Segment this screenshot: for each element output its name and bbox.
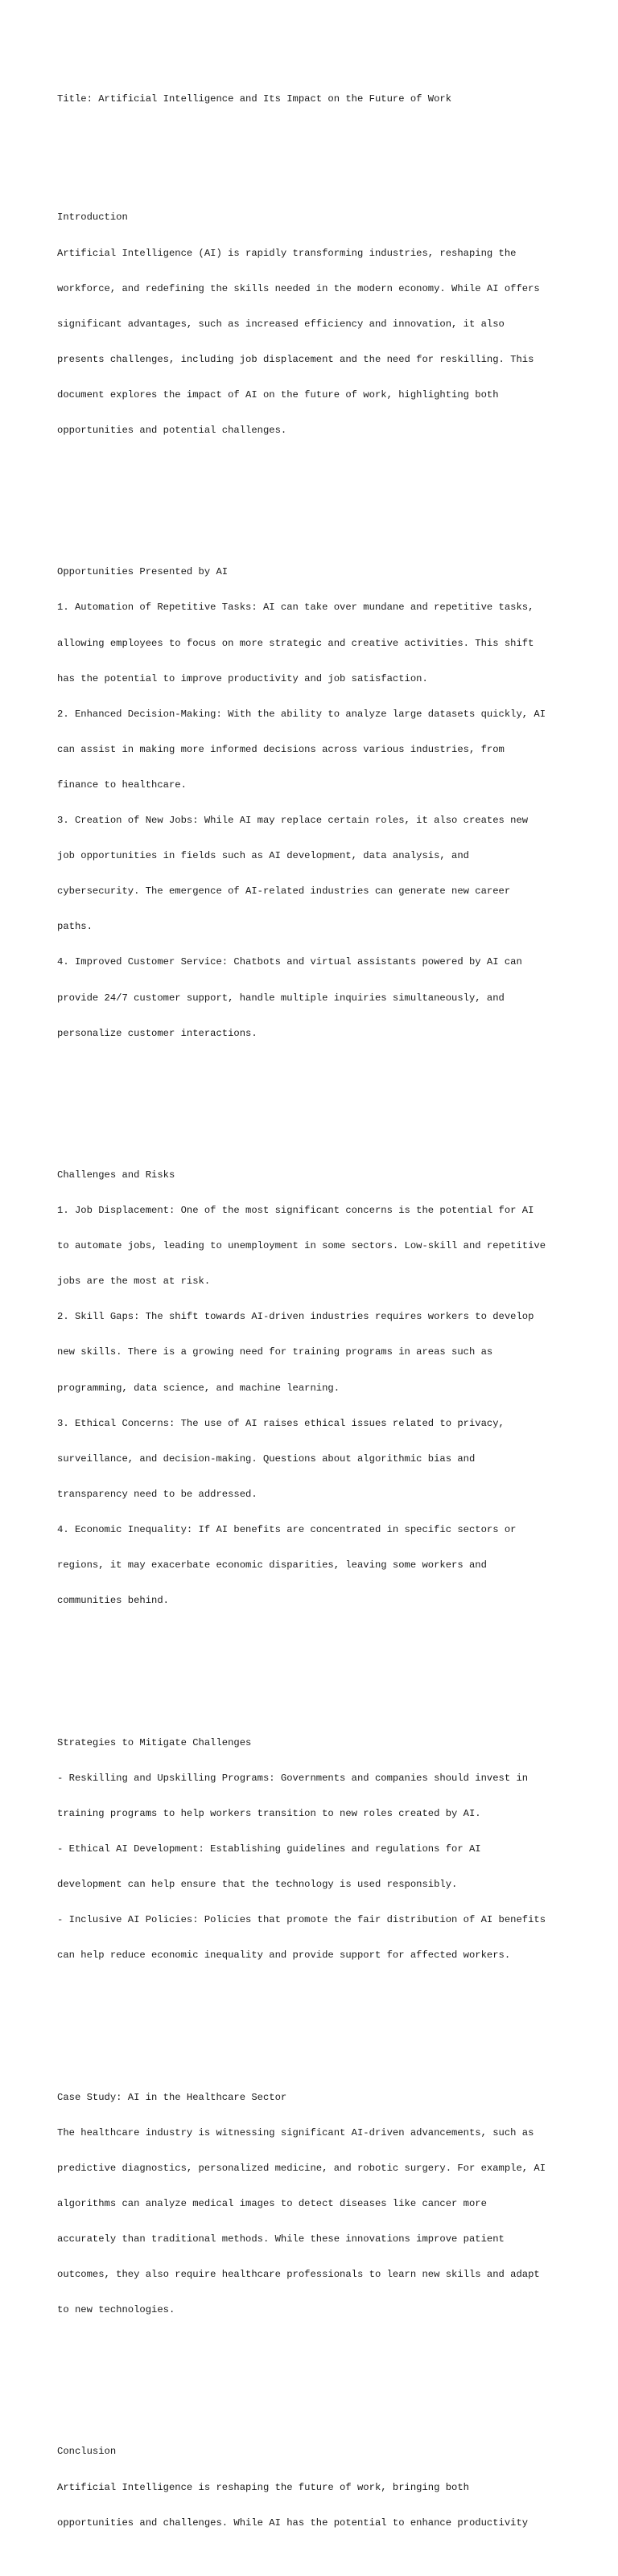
paragraph-line: document explores the impact of AI on the future of work, highlighting both: [57, 388, 499, 401]
section-heading: Strategies to Mitigate Challenges: [57, 1736, 252, 1748]
spacer: [57, 483, 572, 495]
list-item-line: job opportunities in fields such as AI development, data analysis, and: [57, 850, 469, 862]
section-introduction: [57, 188, 572, 460]
paragraph-line: The healthcare industry is witnessing significant AI-driven advancements, such as: [57, 2126, 534, 2138]
list-item-line: 2. Enhanced Decision-Making: With the ability to analyze large datasets quickly, AI: [57, 708, 546, 720]
paragraph-line: Artificial Intelligence is reshaping the future of work, bringing both: [57, 2481, 469, 2493]
list-item-line: personalize customer interactions.: [57, 1027, 258, 1039]
list-item-line: paths.: [57, 921, 93, 933]
section-heading: Opportunities Presented by AI: [57, 566, 229, 578]
list-item-line: cybersecurity. The emergence of AI-related industries can generate new career: [57, 885, 511, 898]
paragraph-line: outcomes, they also require healthcare professionals to learn new skills and adapt: [57, 2268, 540, 2280]
section-conclusion: [57, 2422, 572, 2553]
list-item-line: 4. Improved Customer Service: Chatbots and virtual assistants powered by AI can: [57, 956, 522, 968]
paragraph-line: opportunities and potential challenges.: [57, 424, 287, 436]
spacer: [57, 2364, 572, 2376]
section-heading: Introduction: [57, 212, 128, 224]
list-item-line: provide 24/7 customer support, handle multiple inquiries simultaneously, and: [57, 992, 505, 1004]
section-strategies: [57, 1713, 572, 1985]
list-item-line: 1. Job Displacement: One of the most significant concerns is the potential for AI: [57, 1205, 534, 1217]
section-heading: Case Study: AI in the Healthcare Sector: [57, 2091, 287, 2103]
paragraph-line: significant advantages, such as increased efficiency and innovation, it also: [57, 318, 505, 330]
list-item-line: - Inclusive AI Policies: Policies that promote the fair distribution of AI benefits: [57, 1914, 546, 1925]
list-item-line: transparency need to be addressed.: [57, 1488, 258, 1500]
paragraph-line: presents challenges, including job displacement and the need for reskilling. This: [57, 353, 534, 365]
list-item-line: communities behind.: [57, 1595, 169, 1607]
list-item-line: new skills. There is a growing need for training programs in areas such as: [57, 1346, 493, 1358]
list-item-line: 3. Ethical Concerns: The use of AI raises ethical issues related to privacy,: [57, 1417, 505, 1429]
paragraph-line: algorithms can analyze medical images to detect diseases like cancer more: [57, 2197, 487, 2209]
list-item-line: 3. Creation of New Jobs: While AI may replace certain roles, it also creates new: [57, 815, 529, 827]
spacer: [57, 129, 572, 142]
list-item-line: 1. Automation of Repetitive Tasks: AI can take over mundane and repetitive tasks,: [57, 602, 534, 614]
section-heading: Conclusion: [57, 2446, 117, 2458]
list-item-line: 4. Economic Inequality: If AI benefits are concentrated in specific sectors or: [57, 1523, 517, 1535]
section-opportunities: [57, 543, 572, 1063]
list-item-line: 2. Skill Gaps: The shift towards AI-driven industries requires workers to develop: [57, 1311, 534, 1323]
spacer: [57, 1087, 572, 1099]
list-item-line: jobs are the most at risk.: [57, 1276, 211, 1288]
list-item-line: regions, it may exacerbate economic disparities, leaving some workers and: [57, 1559, 487, 1571]
list-item-line: programming, data science, and machine learning.: [57, 1382, 340, 1394]
list-item-line: can assist in making more informed decisions across various industries, from: [57, 743, 505, 755]
list-item-line: - Ethical AI Development: Establishing guidelines and regulations for AI: [57, 1843, 481, 1855]
section-challenges: [57, 1146, 572, 1631]
paragraph-line: predictive diagnostics, personalized medicine, and robotic surgery. For example, AI: [57, 2162, 546, 2174]
list-item-line: can help reduce economic inequality and provide support for affected workers.: [57, 1949, 511, 1962]
section-heading: Challenges and Risks: [57, 1169, 175, 1181]
paragraph-line: workforce, and redefining the skills needed in the modern economy. While AI offers: [57, 282, 540, 294]
list-item-line: training programs to help workers transition to new roles created by AI.: [57, 1807, 481, 1819]
list-item-line: surveillance, and decision-making. Questions about algorithmic bias and: [57, 1452, 476, 1465]
list-item-line: finance to healthcare.: [57, 779, 187, 791]
paragraph-line: accurately than traditional methods. While these innovations improve patient: [57, 2233, 505, 2245]
list-item-line: - Reskilling and Upskilling Programs: Governments and companies should invest in: [57, 1772, 529, 1784]
spacer: [57, 2009, 572, 2021]
document-body: [57, 70, 572, 2576]
document-title: Title: Artificial Intelligence and Its Impact on the Future of Work: [57, 93, 452, 105]
paragraph-line: Artificial Intelligence (AI) is rapidly transforming industries, reshaping the: [57, 247, 517, 259]
list-item-line: has the potential to improve productivity and job satisfaction.: [57, 672, 428, 684]
list-item-line: allowing employees to focus on more strategic and creative activities. This shift: [57, 637, 534, 649]
spacer: [57, 1654, 572, 1666]
paragraph-line: to new technologies.: [57, 2304, 175, 2316]
section-case-study: [57, 2068, 572, 2340]
list-item-line: development can help ensure that the technology is used responsibly.: [57, 1878, 458, 1890]
paragraph-line: opportunities and challenges. While AI has the potential to enhance productivity: [57, 2516, 529, 2529]
list-item-line: to automate jobs, leading to unemployment in some sectors. Low-skill and repetitive: [57, 1240, 546, 1252]
